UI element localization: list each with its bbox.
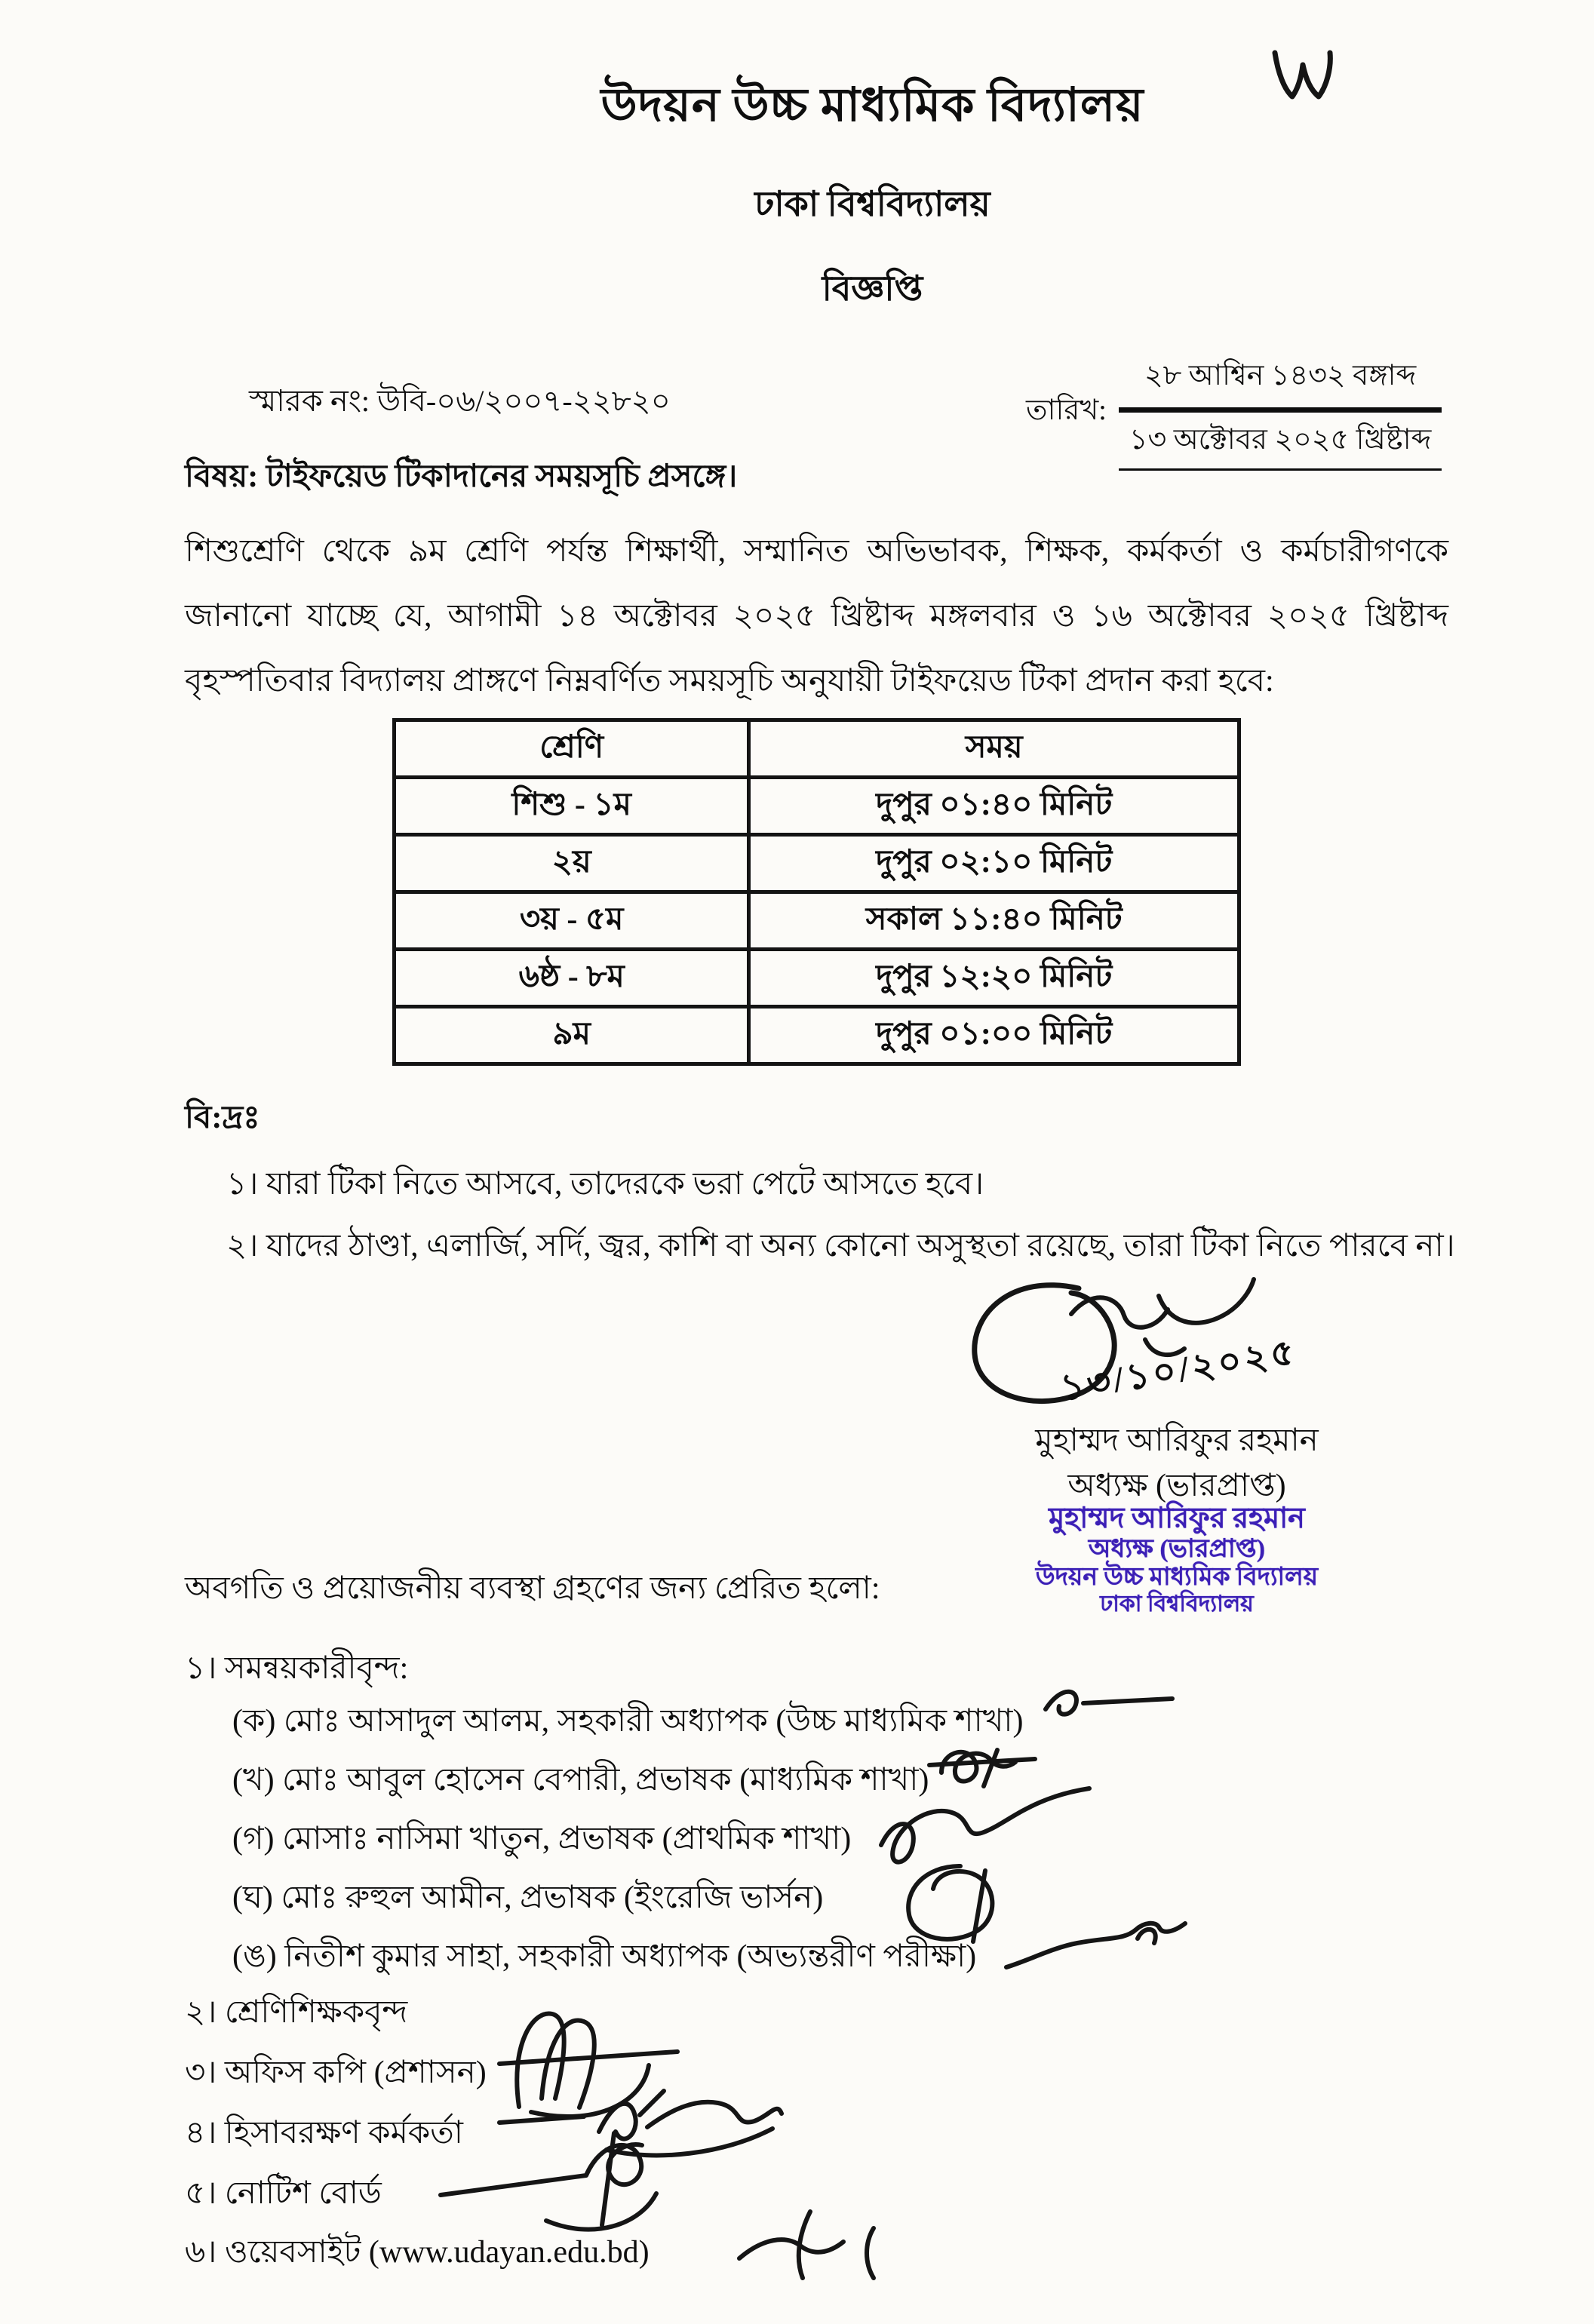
table-header-row <box>395 720 1239 778</box>
date-values <box>1119 353 1442 471</box>
coordinator-b: (খ) মোঃ আবুল হোসেন বেপারী, প্রভাষক (মাধ্যমিক শাখা) <box>232 1763 929 1797</box>
stamp-designation: অধ্যক্ষ (ভারপ্রাপ্ত) <box>1088 1534 1266 1563</box>
time-cell: সকাল ১১:৪০ মিনিট <box>749 892 1239 950</box>
memo-number: স্মারক নং: উবি-০৬/২০০৭-২২৮২০ <box>249 384 671 418</box>
coordinator-e-signature-icon <box>997 1913 1190 1985</box>
table-row <box>395 835 1239 892</box>
distribution-item-2: ২। শ্রেণিশিক্ষকবৃন্দ <box>185 1995 408 2030</box>
coordinator-c: (গ) মোসাঃ নাসিমা খাতুন, প্রভাষক (প্রাথমিক শাখা) <box>232 1822 852 1856</box>
notice-title: বিজ্ঞপ্তি <box>822 269 923 308</box>
distribution-item-5: ৫। নোটিশ বোর্ড <box>185 2176 382 2211</box>
distribution-intro: অবগতি ও প্রয়োজনীয় ব্যবস্থা গ্রহণের জন্য প্রেরিত হলো: <box>185 1571 880 1606</box>
note-label: বি:দ্রঃ <box>185 1101 260 1135</box>
stamp-name: মুহাম্মদ আরিফুর রহমান <box>1049 1503 1305 1534</box>
stamp-university: ঢাকা বিশ্ববিদ্যালয় <box>1100 1591 1254 1616</box>
table-row <box>395 892 1239 950</box>
stamp-school: উদয়ন উচ্চ মাধ্যমিক বিদ্যালয় <box>1035 1563 1319 1591</box>
table-row <box>395 950 1239 1007</box>
date-bangla-calendar: ২৮ আশ্বিন ১৪৩২ বঙ্গাব্দ <box>1119 353 1442 413</box>
school-name: উদয়ন উচ্চ মাধ্যমিক বিদ্যালয় <box>600 80 1144 131</box>
class-cell: শিশু - ১ম <box>395 778 749 835</box>
class-cell: ৯ম <box>395 1007 749 1064</box>
time-cell: দুপুর ০১:০০ মিনিট <box>749 1007 1239 1064</box>
time-cell: দুপুর ০১:৪০ মিনিট <box>749 778 1239 835</box>
body-paragraph: শিশুশ্রেণি থেকে ৯ম শ্রেণি পর্যন্ত শিক্ষার্থী, সম্মানিত অভিভাবক, শিক্ষক, কর্মকর্তা ও কর্মচারীগণকে জানানো যাচ্ছে যে, আগামী ১৪ অক্টোবর ২০২৫ খ্রিষ্টাব্দ মঙ্গলবার ও ১৬ অক্টোবর ২০২৫ খ্রিষ্টাব্দ বৃহস্পতিবার বিদ্যালয় প্রাঙ্গণে নিম্নবর্ণিত সময়সূচি অনুযায়ী টাইফয়েড টিকা প্রদান করা হবে: <box>185 534 1448 698</box>
time-cell: দুপুর ০২:১০ মিনিট <box>749 835 1239 892</box>
handwritten-date: ১৩/১০/২০২৫ <box>1058 1331 1300 1409</box>
coordinator-a: (ক) মোঃ আসাদুল আলম, সহকারী অধ্যাপক (উচ্চ মাধ্যমিক শাখা) <box>232 1704 1024 1739</box>
subject-line: বিষয়: টাইফয়েড টিকাদানের সময়সূচি প্রসঙ্গে। <box>185 459 738 494</box>
header-cell-class: শ্রেণি <box>395 720 749 778</box>
university-name: ঢাকা বিশ্ববিদ্যালয় <box>754 185 990 223</box>
distribution-item-3: ৩। অফিস কপি (প্রশাসন) <box>185 2055 487 2090</box>
class-cell: ৬ষ্ঠ - ৮ম <box>395 950 749 1007</box>
date-label: তারিখ: <box>1026 394 1107 426</box>
date-block <box>1026 353 1442 471</box>
principal-name: মুহাম্মদ আরিফুর রহমান <box>1035 1423 1319 1458</box>
distribution-item-6: ৬। ওয়েবসাইট (www.udayan.edu.bd) <box>185 2235 650 2270</box>
time-cell: দুপুর ১২:২০ মিনিট <box>749 950 1239 1007</box>
office-stamp <box>928 1503 1426 1616</box>
class-cell: ২য় <box>395 835 749 892</box>
class-cell: ৩য় - ৫ম <box>395 892 749 950</box>
website-signature-icon <box>718 2197 895 2291</box>
principal-signature-block <box>928 1267 1426 1614</box>
distribution-item-1: ১। সমন্বয়কারীবৃন্দ: <box>185 1651 409 1686</box>
coordinator-d: (ঘ) মোঃ রুহুল আমীন, প্রভাষক (ইংরেজি ভার্সন) <box>232 1880 824 1915</box>
date-gregorian-calendar: ১৩ অক্টোবর ২০২৫ খ্রিষ্টাব্দ <box>1119 413 1442 471</box>
coordinator-e: (ঙ) নিতীশ কুমার সাহা, সহকারী অধ্যাপক (অভ্যন্তরীণ পরীক্ষা) <box>232 1939 977 1974</box>
note-item-1: ১। যারা টিকা নিতে আসবে, তাদেরকে ভরা পেটে আসতে হবে। <box>226 1167 984 1202</box>
note-item-2: ২। যাদের ঠাণ্ডা, এলার্জি, সর্দি, জ্বর, কাশি বা অন্য কোনো অসুস্থতা রয়েছে, তারা টিকা নিতে পারবে না। <box>226 1229 1455 1263</box>
principal-designation: অধ্যক্ষ (ভারপ্রাপ্ত) <box>1067 1469 1286 1503</box>
coordinator-a-signature-icon <box>1035 1676 1182 1730</box>
header-cell-time: সময় <box>749 720 1239 778</box>
notice-board-signature-icon <box>432 2121 707 2238</box>
table-row <box>395 1007 1239 1064</box>
table-row <box>395 778 1239 835</box>
distribution-item-4: ৪। হিসাবরক্ষণ কর্মকর্তা <box>185 2116 463 2151</box>
schedule-table <box>392 718 1241 1066</box>
